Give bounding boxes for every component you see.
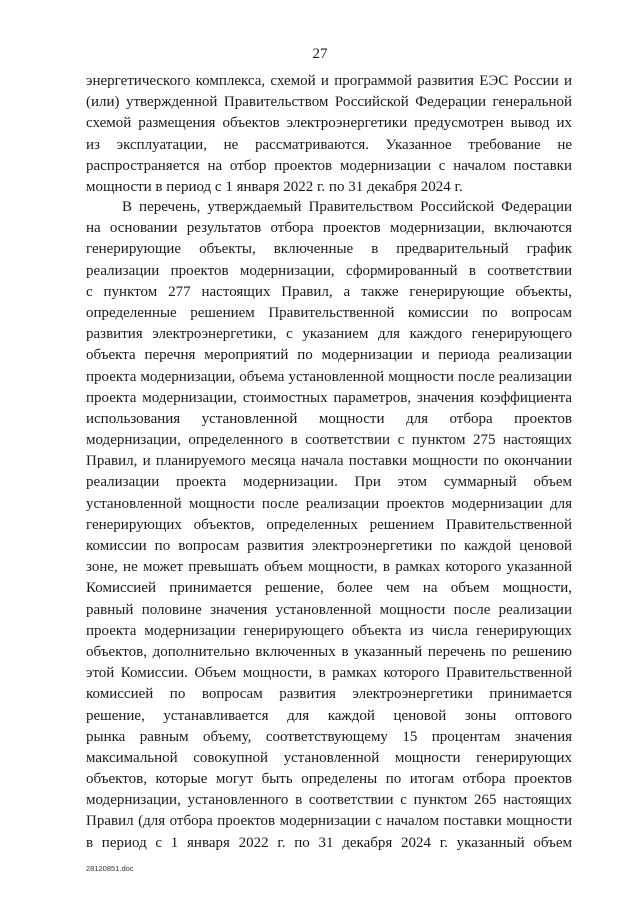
text-line: в период с 1 января 2022 г. по 31 декабря 2024 г. указанный объем — [86, 834, 572, 851]
text-line: Правил, и планируемого месяца начала поставки мощности по окончании — [86, 453, 572, 470]
text-line: мощности в период с 1 января 2022 г. по 31 декабря 2024 г. — [86, 178, 463, 195]
text-line: с пунктом 277 настоящих Правил, а также генерирующие объекты, — [86, 283, 572, 300]
text-line: комиссии по вопросам развития электроэнергетики по каждой ценовой — [86, 538, 572, 554]
text-line: развития электроэнергетики, с указанием для каждого генерирующего — [86, 326, 572, 343]
page-number: 27 — [312, 46, 328, 62]
text-line: (или) утвержденной Правительством Российской Федерации генеральной — [86, 94, 572, 111]
text-line: максимальной совокупной установленной мощности генерирующих — [86, 749, 572, 766]
text-line: зоне, не может превышать объем мощности, в рамках которого указанной — [86, 559, 572, 576]
text-line: модернизации, определенного в соответствии с пунктом 275 настоящих — [86, 432, 572, 449]
text-line: схемой размещения объектов электроэнергетики предусмотрен вывод их — [86, 115, 572, 132]
footer-filename: 28120851.doc — [86, 864, 134, 873]
text-line: этой Комиссии. Объем мощности, в рамках которого Правительственной — [86, 665, 572, 682]
paragraph-main — [86, 197, 572, 854]
text-line: комиссией по вопросам развития электроэнергетики принимается — [86, 686, 572, 703]
paragraph-continuation — [86, 71, 572, 198]
text-line: определенные решением Правительственной комиссии по вопросам — [86, 304, 572, 321]
text-line: проекта модернизации, стоимостных параметров, значения коэффициента — [86, 389, 572, 406]
text-line: объекта перечня мероприятий по модернизации и периода реализации — [86, 347, 572, 364]
text-line: равный половине значения установленной мощности после реализации — [86, 601, 572, 618]
text-line: использования установленной мощности для отбора проектов — [86, 410, 572, 427]
text-line: из эксплуатации, не рассматриваются. Указанное требование не — [86, 136, 572, 153]
text-line: объектов, дополнительно включенных в указанный перечень по решению — [86, 643, 572, 660]
text-line: решение, устанавливается для каждой ценовой зоны оптового — [86, 707, 572, 724]
text-line: реализации проектов модернизации, сформированный в соответствии — [86, 262, 572, 279]
text-line: проекта модернизации, объема установленной мощности после реализации — [86, 368, 572, 385]
text-line: Правил (для отбора проектов модернизации с началом поставки мощности — [86, 813, 572, 830]
text-line: распространяется на отбор проектов модернизации с началом поставки — [86, 157, 572, 174]
text-line: генерирующих объектов, определенных решением Правительственной — [86, 516, 572, 533]
text-line: генерирующие объекты, включенные в предварительный график — [86, 241, 572, 258]
text-line: объектов, которые могут быть определены по итогам отбора проектов — [86, 771, 572, 788]
text-line: на основании результатов отбора проектов модернизации, включаются — [86, 220, 572, 237]
text-line: Комиссией принимается решение, более чем на объем мощности, — [86, 580, 572, 597]
text-line: проекта модернизации генерирующего объекта из числа генерирующих — [86, 622, 572, 639]
text-line: рынка равным объему, соответствующему 15 процентам значения — [86, 728, 572, 745]
text-line: реализации проекта модернизации. При этом суммарный объем — [86, 474, 572, 491]
text-line: установленной мощности после реализации проектов модернизации для — [86, 495, 572, 512]
text-line: модернизации, установленного в соответствии с пунктом 265 настоящих — [86, 792, 572, 809]
text-line: В перечень, утверждаемый Правительством Российской Федерации — [122, 199, 572, 215]
text-line: энергетического комплекса, схемой и программой развития ЕЭС России и — [86, 73, 572, 89]
